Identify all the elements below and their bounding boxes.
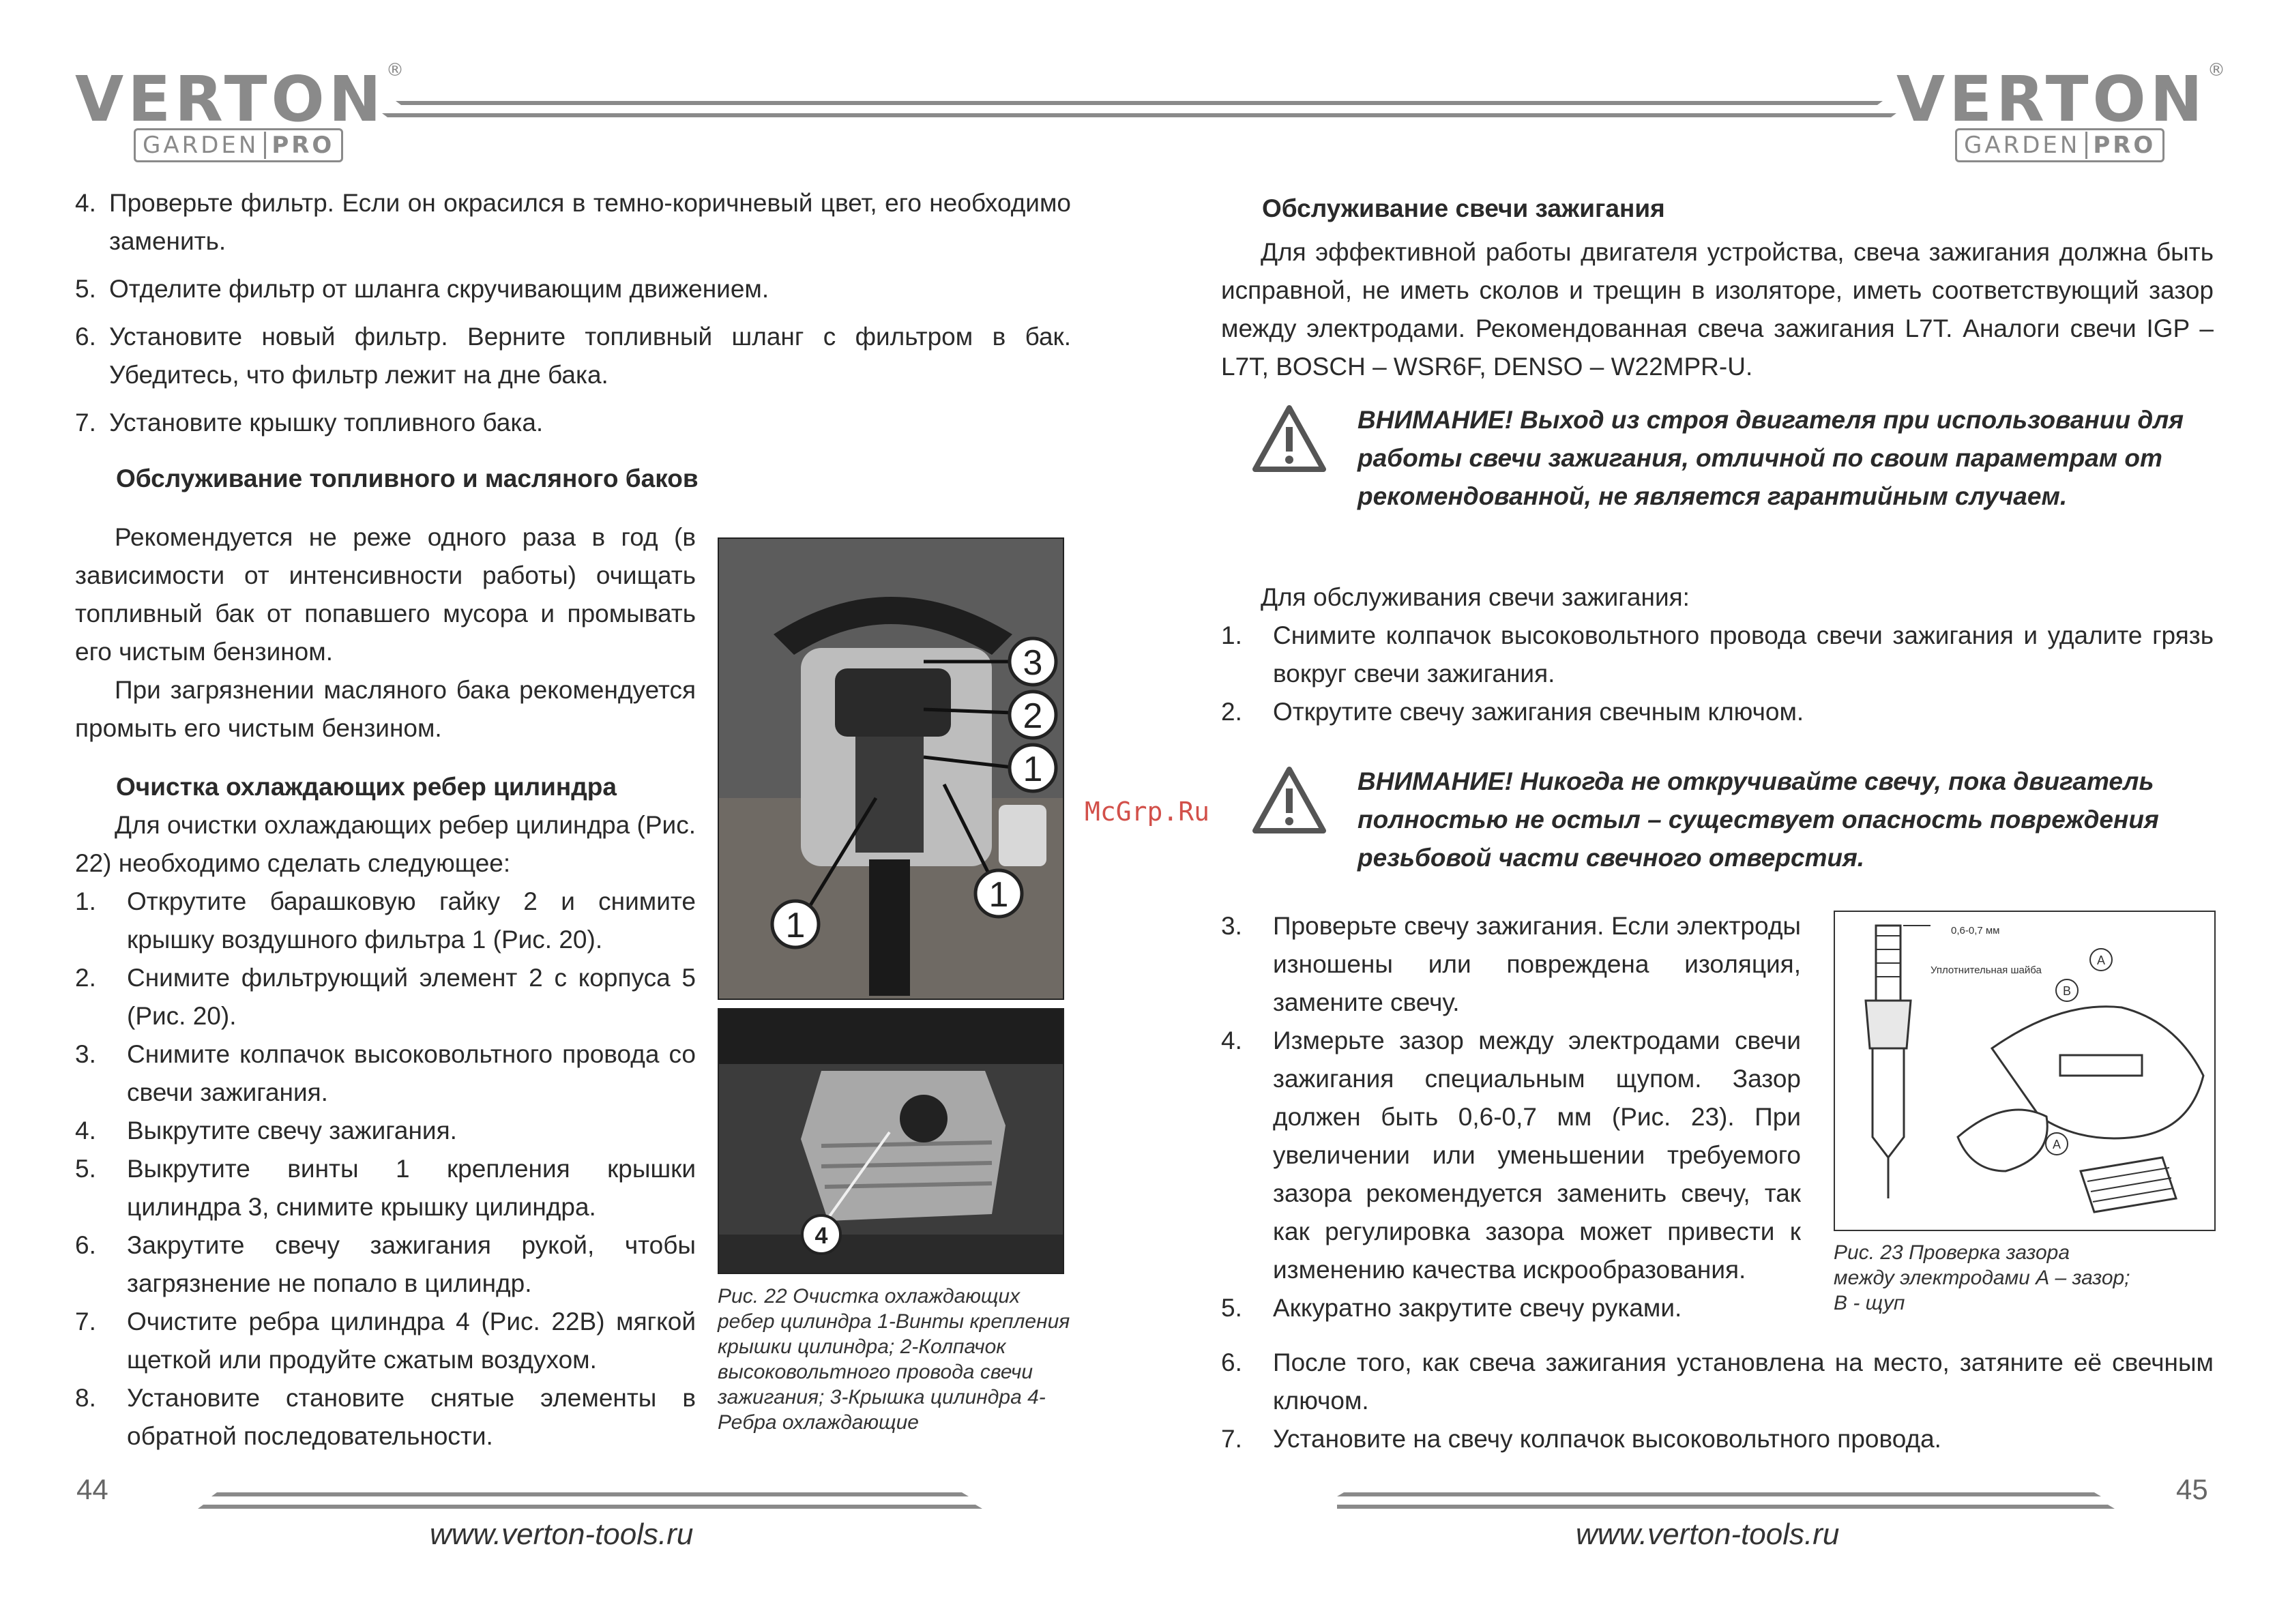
header-rule-left: [382, 95, 1146, 123]
washer-label: Уплотнительная шайба: [1931, 964, 2042, 976]
section-heading-spark: Обслуживание свечи зажигания: [1262, 194, 1665, 222]
paragraph: Для очистки охлаждающих ребер цилиндра (Рис. 22) необходимо сделать следующее:: [75, 811, 696, 877]
label-a: A: [2052, 1138, 2061, 1151]
warning-block-2: [1248, 763, 2217, 877]
callout-4: 4: [814, 1223, 828, 1249]
left-page: [75, 184, 1071, 503]
list-item: 3. Снимите колпачок высоковольтного провода со свечи зажигания.: [75, 1040, 696, 1106]
watermark: McGrp.Ru: [1085, 797, 1210, 827]
section-heading-ribs: Очистка охлаждающих ребер цилиндра: [116, 773, 617, 801]
brand-logo-right: [1896, 60, 2229, 159]
label-b: B: [2062, 984, 2072, 998]
list-item: 6. Закрутите свечу зажигания рукой, чтобы загрязнение не попало в цилиндр.: [75, 1231, 696, 1297]
list-item: 2. Снимите фильтрующий элемент 2 с корпуса 5 (Рис. 20).: [75, 964, 696, 1030]
callout-1: 1: [785, 906, 806, 945]
gap-label: 0,6-0,7 мм: [1951, 925, 2000, 936]
right-column-steps-b: [1221, 907, 1801, 1327]
brand-sub: GARDEN PRO: [1955, 128, 2164, 162]
brand-logo-left: [75, 60, 408, 159]
left-column-text: [75, 518, 696, 1456]
brand-sub: GARDEN PRO: [134, 128, 343, 162]
list-item: 5. Аккуратно закрутите свечу руками.: [1221, 1294, 1682, 1322]
brand-name: VERTON: [75, 63, 385, 136]
registered-mark: ®: [2207, 60, 2229, 80]
list-item: 1. Снимите колпачок высоковольтного провода свечи зажигания и удалите грязь вокруг свечи зажигания.: [1221, 621, 2214, 688]
right-column-text: [1221, 184, 2214, 386]
footer-url-left[interactable]: www.verton-tools.ru: [430, 1518, 694, 1551]
figure-spark-plug: [1834, 911, 2216, 1231]
list-item: 4. Выкрутите свечу зажигания.: [75, 1117, 457, 1145]
page-number-left: 44: [76, 1473, 108, 1505]
warning-text: ВНИМАНИЕ! Выход из строя двигателя при использовании для работы свечи зажигания, отличной по своим параметрам от рекомендованной, не является гарантийным случаем.: [1357, 406, 2184, 510]
list-item: 5. Отделите фильтр от шланга скручивающим движением.: [75, 275, 769, 303]
header-rule-right: [1146, 95, 1896, 123]
callout-2: 2: [1023, 696, 1043, 736]
callout-1: 1: [988, 875, 1009, 915]
photo-chainsaw-illustration: [719, 539, 1064, 1000]
page-number-right: 45: [2176, 1473, 2208, 1505]
list-item: 6. После того, как свеча зажигания установлена на место, затяните её свечным ключом.: [1221, 1348, 2214, 1415]
warning-text: ВНИМАНИЕ! Никогда не откручивайте свечу, пока двигатель полностью не остыл – существует опасность повреждения резьбовой части свечного отверстия.: [1357, 767, 2159, 872]
paragraph: При загрязнении масляного бака рекомендуется промыть его чистым бензином.: [75, 676, 696, 742]
label-a: A: [2096, 954, 2106, 967]
paragraph: Для эффективной работы двигателя устройства, свеча зажигания должна быть исправной, не иметь сколов и трещин в изоляторе, иметь соответствующий зазор между электродами. Рекомендованная свеча зажигания L7T. Аналоги свечи IGP – L7T, BOSCH – WSR6F, DENSO – W22MPR-U.: [1221, 238, 2214, 381]
figure-caption-22: Рис. 22 Очистка охлаждающих ребер цилиндра 1-Винты крепления крышки цилиндра; 2-Колпачок высоковольтного провода свечи зажигания; 3-Крышка цилиндра 4-Ребра охлаждающие: [718, 1285, 1070, 1434]
warning-triangle-icon: [1248, 763, 1330, 838]
list-item: 4. Измерьте зазор между электродами свечи зажигания специальным щупом. Зазор должен быть 0,6-0,7 мм (Рис. 23). При увеличении или уменьшении требуемого зазора рекомендуется заменить свечу, так как регулировка зазора может привести к изменению качества искрообразования.: [1221, 1027, 1801, 1284]
list-item: 7. Установите на свечу колпачок высоковольтного провода.: [1221, 1425, 1941, 1453]
photo-cylinder: [718, 1008, 1064, 1274]
brand-name: VERTON: [1896, 63, 2207, 136]
callout-3: 3: [1023, 643, 1043, 683]
photo-chainsaw-top: [718, 537, 1064, 1000]
registered-mark: ®: [386, 60, 408, 80]
paragraph: Рекомендуется не реже одного раза в год (в зависимости от интенсивности работы) очищать топливный бак от попавшего мусора и промывать его чистым бензином.: [75, 523, 696, 666]
right-column-steps-a: [1221, 578, 2214, 731]
warning-block-1: [1248, 401, 2217, 516]
list-item: 7. Установите крышку топливного бака.: [75, 409, 544, 437]
list-item: 2. Открутите свечу зажигания свечным ключом.: [1221, 698, 1804, 726]
list-item: 8. Установите становите снятые элементы в обратной последовательности.: [75, 1384, 696, 1450]
footer-rule-right: [1337, 1487, 2115, 1514]
list-item: 6. Установите новый фильтр. Верните топливный шланг с фильтром в бак. Убедитесь, что фильтр лежит на дне бака.: [75, 323, 1071, 389]
figure-caption-23: Рис. 23 Проверка зазора между электродами А – зазор; В - щуп: [1834, 1241, 2130, 1314]
list-item: 1. Открутите барашковую гайку 2 и снимите крышку воздушного фильтра 1 (Рис. 20).: [75, 887, 696, 954]
list-item: 4. Проверьте фильтр. Если он окрасился в темно-коричневый цвет, его необходимо заменить.: [75, 189, 1071, 255]
list-item: 7. Очистите ребра цилиндра 4 (Рис. 22В) мягкой щеткой или продуйте сжатым воздухом.: [75, 1308, 696, 1374]
paragraph: Для обслуживания свечи зажигания:: [1261, 583, 1690, 611]
footer-url-right[interactable]: www.verton-tools.ru: [1576, 1518, 1840, 1551]
list-item: 3. Проверьте свечу зажигания. Если электроды изношены или повреждена изоляция, замените свечу.: [1221, 912, 1801, 1016]
warning-triangle-icon: [1248, 401, 1330, 476]
section-heading-tanks: Обслуживание топливного и масляного баков: [116, 464, 699, 492]
list-item: 5. Выкрутите винты 1 крепления крышки цилиндра 3, снимите крышку цилиндра.: [75, 1155, 696, 1221]
photo-cylinder-illustration: [719, 1009, 1064, 1274]
callout-1: 1: [1023, 750, 1043, 789]
right-column-steps-c: [1221, 1344, 2214, 1458]
footer-rule-left: [198, 1487, 982, 1514]
spark-plug-illustration: [1835, 912, 2214, 1230]
